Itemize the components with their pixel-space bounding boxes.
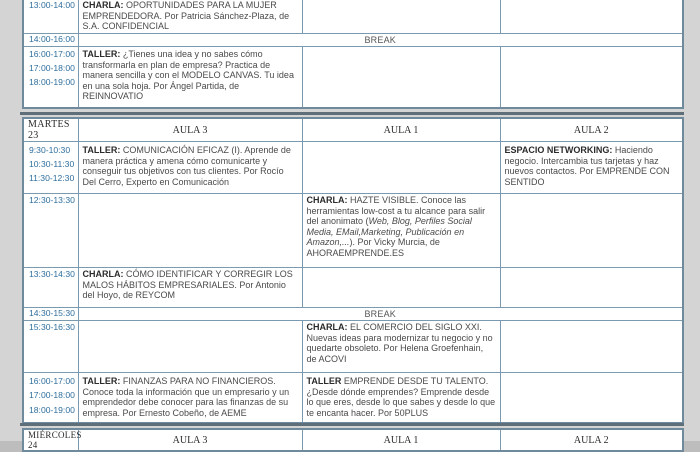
room-header: AULA 3	[78, 118, 302, 142]
session-cell	[302, 321, 500, 373]
table-row	[23, 321, 683, 373]
room-header: AULA 2	[500, 118, 683, 142]
session-description: CÓMO IDENTIFICAR Y CORREGIR LOS MALOS HÁBITOS EMPRESARIALES. Por Antonio del Hoyo, de REYCOM	[82, 269, 293, 301]
session-cell	[78, 0, 302, 33]
session-cell	[78, 46, 302, 108]
empty-cell	[500, 321, 683, 373]
empty-cell	[302, 0, 500, 33]
tuesday-schedule-table	[22, 117, 684, 424]
table-row	[23, 268, 683, 308]
time-slot: 14:30-15:30	[23, 308, 78, 321]
session-type: CHARLA:	[306, 195, 348, 205]
empty-cell	[500, 194, 683, 268]
table-row	[23, 46, 683, 108]
time-slot: 9:30-10:30	[29, 145, 71, 155]
time-slot: 16:00-17:00	[29, 48, 75, 59]
session-description: EL COMERCIO DEL SIGLO XXI. Nuevas ideas para modernizar tu negocio y no quedarte obsoleto. Por Helena Groefenhain, de ACOVI	[306, 322, 493, 364]
session-cell	[78, 142, 302, 194]
day-header: MARTES 23	[23, 118, 78, 142]
session-description-italic: Web, Blog, Perfiles Social Media, EMail,Marketing, Publicación en Amazon,...	[306, 216, 472, 248]
session-description: ¿Tienes una idea y no sabes cómo transformarla en plan de empresa? Practica de manera sencilla y con el	[82, 48, 271, 81]
session-cell	[302, 373, 500, 423]
break-row	[23, 308, 683, 321]
session-description: HAZTE VISIBLE. Conoce las herramientas low-cost a tu alcance para salir del anonimato (	[306, 195, 486, 227]
time-slot: 13:30-14:30	[23, 268, 78, 308]
session-type: TALLER:	[82, 145, 121, 155]
wednesday-schedule-table	[22, 428, 684, 452]
empty-cell	[500, 373, 683, 423]
empty-cell	[500, 0, 683, 33]
time-slot: 11:30-12:30	[29, 173, 75, 184]
session-description: FINANZAS PARA NO FINANCIEROS. Conoce toda la información que un empresario y un emprendedor debe conocer para las finanzas de su empresa. Por Ernesto Cobeño, de AEME	[82, 376, 290, 418]
room-header: AULA 1	[302, 429, 500, 451]
session-type: TALLER:	[82, 376, 121, 387]
time-slot: 18:00-19:00	[29, 77, 75, 88]
session-cell	[78, 373, 302, 423]
empty-cell	[302, 268, 500, 308]
room-header: AULA 3	[78, 429, 302, 451]
time-slot-group	[23, 46, 78, 108]
empty-cell	[500, 268, 683, 308]
session-description: OPORTUNIDADES PARA LA MUJER EMPRENDEDORA. Por Patricia Sánchez-Plaza, de S.A. CONFIDENCIAL	[82, 0, 290, 32]
room-header: AULA 2	[500, 429, 683, 451]
break-label: BREAK	[78, 308, 683, 321]
session-type: CHARLA:	[82, 269, 124, 279]
time-slot: 17:00-18:00	[29, 390, 75, 401]
table-row	[23, 142, 683, 194]
time-slot: 18:00-19:00	[29, 404, 75, 415]
session-description: ). Por Vicky Murcia, de AHORAEMPRENDE.ES	[306, 237, 440, 258]
time-slot: 13:00-14:00	[23, 0, 78, 33]
empty-cell	[302, 142, 500, 194]
session-type: ESPACIO NETWORKING:	[504, 145, 613, 155]
session-cell	[500, 142, 683, 194]
monday-schedule-table	[22, 0, 684, 109]
session-description: COMUNICACIÓN EFICAZ (I). Aprende de manera práctica y amena cómo comunicarte y conseguir tus objetivos con tus clientes. Por Rocío Del Cerro, Experto en Comunicación	[82, 145, 291, 187]
session-type: TALLER:	[82, 48, 121, 59]
time-slot: 12:30-13:30	[23, 194, 78, 268]
room-header: AULA 1	[302, 118, 500, 142]
session-cell	[302, 194, 500, 268]
time-slot: 14:00-16:00	[23, 33, 78, 46]
day-header: MIÉRCOLES 24	[23, 429, 78, 451]
session-description-highlight: MODELO CANVAS	[181, 70, 260, 81]
header-row	[23, 429, 683, 451]
session-cell	[78, 268, 302, 308]
empty-cell	[78, 321, 302, 373]
empty-cell	[78, 194, 302, 268]
time-slot: 17:00-18:00	[29, 63, 75, 74]
time-slot-group	[23, 373, 78, 423]
empty-cell	[500, 46, 683, 108]
time-slot: 15:30-16:30	[23, 321, 78, 373]
table-row	[23, 0, 683, 33]
section-divider	[20, 423, 684, 426]
time-slot: 16:00-17:00	[29, 376, 75, 387]
session-description: . Tu idea en una sola hoja. Por Ángel Partida, de REINNOVATIO	[82, 70, 294, 102]
time-slot-group	[23, 142, 78, 194]
empty-cell	[302, 46, 500, 108]
time-slot: 10:30-11:30	[29, 159, 75, 170]
break-row	[23, 33, 683, 46]
break-label: BREAK	[78, 33, 683, 46]
table-row	[23, 194, 683, 268]
section-divider	[20, 112, 684, 115]
header-row	[23, 118, 683, 142]
session-description: EMPRENDE DESDE TU TALENTO. ¿Desde dónde emprendes? Emprende desde lo que eres, desde lo que sabes y desde lo que te encanta hacer. Por 50PLUS	[306, 376, 496, 418]
session-type: CHARLA:	[306, 322, 348, 333]
session-type: CHARLA:	[82, 0, 124, 10]
session-description: Haciendo negocio. Intercambia tus tarjetas y haz nuevos contactos. Por EMPRENDE CON SENTIDO	[504, 145, 670, 187]
table-row	[23, 373, 683, 423]
session-type: TALLER	[306, 376, 342, 387]
